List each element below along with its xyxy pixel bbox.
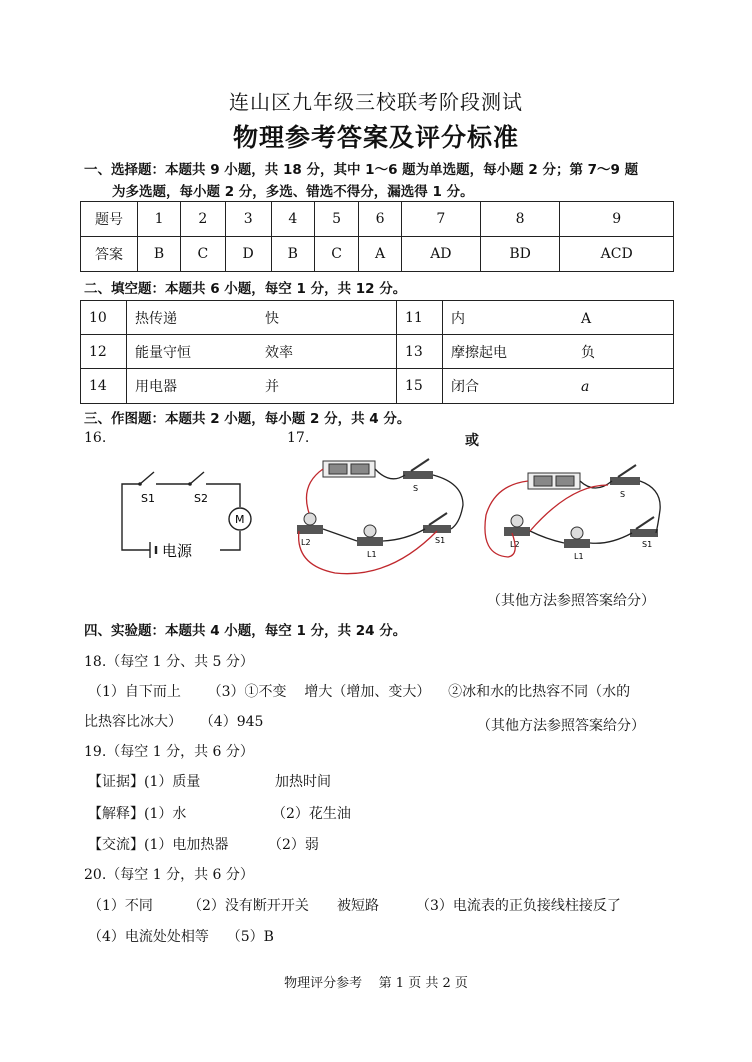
switch-s1 [630,517,658,537]
row-label-answer: 答案 [81,237,138,272]
question-19-exchange-b: （2）弱 [268,837,319,853]
question-number: 11 [397,301,443,335]
blank-1: 内 [451,310,465,327]
question-number: 5 [314,202,358,237]
answer-cell: B [271,237,314,272]
lamp-l1-label: L1 [367,550,377,559]
answer-cell [443,301,674,335]
switch-s1-label: S1 [642,540,653,549]
question-19-evidence-b: 加热时间 [275,774,331,790]
answer-cell [127,301,397,335]
choice-answer-table [80,201,674,272]
blank-1: 闭合 [451,379,479,395]
question-18-line1: （1）自下而上 （3）①不变 增大（增加、变大） ②冰和水的比热容不同（水的 [88,684,631,700]
question-number: 14 [81,369,127,404]
s1-label: S1 [141,492,155,505]
answer-cell: B [138,237,181,272]
blank-2: 效率 [265,344,293,361]
page-subtitle: 物理参考答案及评分标准 [232,123,519,152]
blank-1: 能量守恒 [135,344,191,361]
lamp-l2 [297,513,323,534]
blank-1: 用电器 [135,379,177,395]
answer-cell: BD [480,237,559,272]
wiring-diagram-17b [480,455,665,580]
lamp-l2-label: L2 [301,538,311,547]
answer-cell: ACD [560,237,674,272]
blank-2: 并 [265,379,279,395]
question-20-title: 20.（每空 1 分，共 6 分） [84,867,254,883]
switch-s [403,459,433,479]
answer-cell: AD [401,237,480,272]
battery-pack [323,461,375,477]
question-16-label: 16. [84,430,107,446]
power-source-label: 电源 [162,542,193,560]
question-20-answer-4-5: （4）电流处处相等 （5）B [88,929,274,945]
lamp-l2-label: L2 [510,540,520,549]
s2-label: S2 [194,492,208,505]
section1-heading-line1: 一、选择题：本题共 9 小题，共 18 分，其中 1～6 题为单选题，每小题 2 分；第 7～9 题 [84,162,639,178]
question-19-explanation-b: （2）花生油 [272,806,351,822]
question-18-line2: 比热容比冰大） （4）945 [84,714,264,730]
answer-cell [443,335,674,369]
wiring-diagram-17a [295,455,470,580]
question-18-title: 18.（每空 1 分、共 5 分） [84,654,254,670]
question-19-title: 19.（每空 1 分，共 6 分） [84,744,254,760]
answer-cell [127,335,397,369]
switch-s-label: S [620,490,626,499]
motor-label: M [235,513,245,526]
answer-cell [443,369,674,404]
question-18-note: （其他方法参照答案给分） [477,718,645,734]
question-20-answer-2b: 被短路 [337,898,379,914]
question-number: 3 [225,202,271,237]
question-20-answer-1: （1）不同 [88,898,153,914]
page-title: 连山区九年级三校联考阶段测试 [229,90,523,114]
question-19-explanation: 【解释】(1）水 [88,806,187,822]
answer-cell: A [359,237,402,272]
or-label: 或 [465,433,479,449]
section1-heading-line2: 为多选题，每小题 2 分，多选、错选不得分，漏选得 1 分。 [112,184,474,200]
answer-cell: C [181,237,225,272]
battery-pack [528,473,580,489]
blank-2: a [581,379,590,395]
question-19-exchange: 【交流】(1）电加热器 [88,837,229,853]
blank-2: A [581,310,592,327]
blank-2: 负 [581,344,595,361]
fill-blank-table [80,300,674,404]
switch-s1 [423,513,451,533]
question-20-answer-3: （3）电流表的正负接线柱接反了 [416,898,621,914]
section4-heading: 四、实验题：本题共 4 小题，每空 1 分，共 24 分。 [84,623,407,639]
answer-cell: C [314,237,358,272]
circuit-diagram-16 [110,462,260,572]
lamp-l1-label: L1 [574,552,584,561]
question-19-evidence: 【证据】(1）质量 [88,774,201,790]
section3-heading: 三、作图题：本题共 2 小题，每小题 2 分，共 4 分。 [84,411,411,427]
question-17-label: 17. [287,430,310,446]
blank-1: 摩擦起电 [451,344,507,361]
question-number: 15 [397,369,443,404]
question-number: 13 [397,335,443,369]
section2-heading: 二、填空题：本题共 6 小题，每空 1 分，共 12 分。 [84,281,407,297]
question-number: 10 [81,301,127,335]
question-number: 9 [560,202,674,237]
question-number: 8 [480,202,559,237]
question-number: 1 [138,202,181,237]
question-number: 12 [81,335,127,369]
question-number: 7 [401,202,480,237]
switch-s [610,465,640,485]
switch-s1-label: S1 [435,536,446,545]
question-number: 4 [271,202,314,237]
page-footer: 物理评分参考 第 1 页 共 2 页 [284,976,468,991]
row-label-question: 题号 [81,202,138,237]
answer-cell: D [225,237,271,272]
lamp-l2 [504,515,530,536]
answer-cell [127,369,397,404]
lamp-l1 [357,525,383,546]
alternative-method-note: （其他方法参照答案给分） [487,593,655,609]
lamp-l1 [564,527,590,548]
question-number: 2 [181,202,225,237]
switch-s-label: S [413,484,419,493]
question-20-answer-2: （2）没有断开开关 [188,898,309,914]
blank-2: 快 [265,310,279,327]
question-number: 6 [359,202,402,237]
blank-1: 热传递 [135,310,177,327]
